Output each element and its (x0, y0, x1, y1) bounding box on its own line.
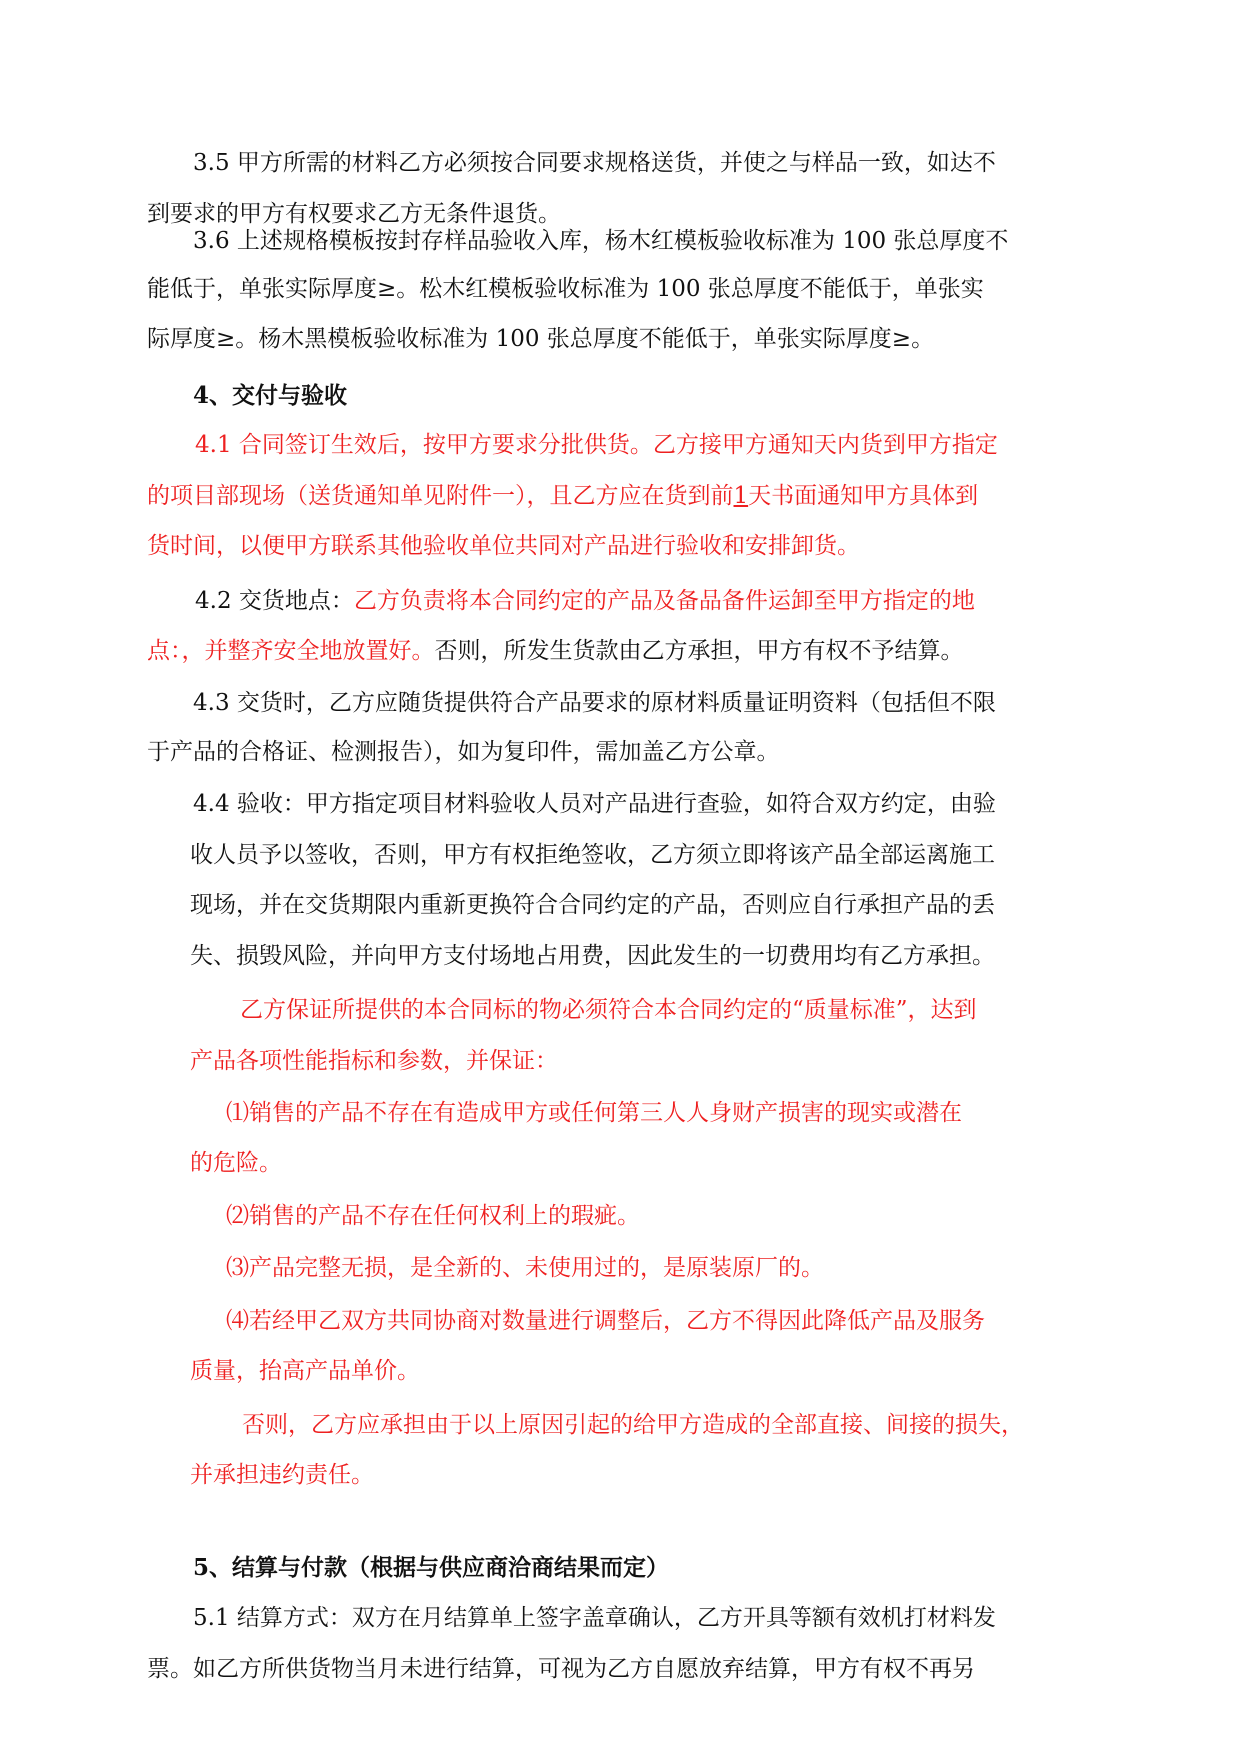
clause-3-6-line2: 能低于，单张实际厚度≥。松木红模板验收标准为 100 张总厚度不能低于，单张实 (147, 276, 984, 302)
guarantee-conclusion-line1: 否则，乙方应承担由于以上原因引起的给甲方造成的全部直接、间接的损失， (242, 1412, 1024, 1438)
guarantee-line2: 产品各项性能指标和参数，并保证： (190, 1048, 558, 1074)
clause-3-5-line2: 到要求的甲方有权要求乙方无条件退货。 (147, 201, 561, 227)
heading-4: 4、交付与验收 (193, 382, 348, 409)
clause-4-3-line1: 4.3 交货时，乙方应随货提供符合产品要求的原材料质量证明资料（包括但不限 (193, 690, 996, 716)
clause-4-3-line2: 于产品的合格证、检测报告），如为复印件，需加盖乙方公章。 (147, 739, 780, 765)
guarantee-item-2: ⑵销售的产品不存在任何权利上的瑕疵。 (226, 1203, 640, 1229)
clause-4-4-line3: 现场，并在交货期限内重新更换符合合同约定的产品，否则应自行承担产品的丢 (190, 892, 995, 918)
clause-5-1-line2: 票。如乙方所供货物当月未进行结算，可视为乙方自愿放弃结算，甲方有权不再另 (147, 1656, 975, 1682)
clause-4-2-line1: 4.2 交货地点：乙方负责将本合同约定的产品及备品备件运卸至甲方指定的地 (195, 588, 975, 614)
clause-4-1-line2: 的项目部现场（送货通知单见附件一），且乙方应在货到前1天书面通知甲方具体到 (147, 483, 979, 509)
clause-4-4-line4: 失、损毁风险，并向甲方支付场地占用费，因此发生的一切费用均有乙方承担。 (190, 943, 995, 969)
clause-3-6-line1: 3.6 上述规格模板按封存样品验收入库，杨木红模板验收标准为 100 张总厚度不 (193, 228, 1009, 254)
notice-days: 1 (733, 483, 749, 509)
guarantee-conclusion-line2: 并承担违约责任。 (190, 1462, 374, 1488)
guarantee-item-4-line2: 质量，抬高产品单价。 (190, 1358, 420, 1384)
guarantee-item-1-line2: 的危险。 (190, 1150, 282, 1176)
guarantee-item-1-line1: ⑴销售的产品不存在有造成甲方或任何第三人人身财产损害的现实或潜在 (226, 1100, 962, 1126)
clause-4-4-line1: 4.4 验收：甲方指定项目材料验收人员对产品进行查验，如符合双方约定，由验 (193, 791, 996, 817)
clause-4-4-line2: 收人员予以签收，否则，甲方有权拒绝签收，乙方须立即将该产品全部运离施工 (190, 842, 995, 868)
guarantee-item-3: ⑶产品完整无损，是全新的、未使用过的，是原装原厂的。 (226, 1255, 824, 1281)
clause-4-2-line2: 点：，并整齐安全地放置好。否则，所发生货款由乙方承担，甲方有权不予结算。 (147, 638, 964, 664)
clause-4-1-line1: 4.1 合同签订生效后，按甲方要求分批供货。乙方接甲方通知天内货到甲方指定 (195, 432, 998, 458)
guarantee-item-4-line1: ⑷若经甲乙双方共同协商对数量进行调整后，乙方不得因此降低产品及服务 (226, 1308, 985, 1334)
clause-5-1-line1: 5.1 结算方式：双方在月结算单上签字盖章确认，乙方开具等额有效机打材料发 (193, 1605, 996, 1631)
clause-3-5-line1: 3.5 甲方所需的材料乙方必须按合同要求规格送货，并使之与样品一致，如达不 (193, 150, 996, 176)
guarantee-line1: 乙方保证所提供的本合同标的物必须符合本合同约定的“质量标准”，达到 (240, 997, 977, 1023)
clause-3-6-line3: 际厚度≥。杨木黑模板验收标准为 100 张总厚度不能低于，单张实际厚度≥。 (147, 326, 935, 352)
clause-4-1-line3: 货时间，以便甲方联系其他验收单位共同对产品进行验收和安排卸货。 (147, 533, 860, 559)
heading-5: 5、结算与付款（根据与供应商洽商结果而定） (193, 1554, 670, 1581)
